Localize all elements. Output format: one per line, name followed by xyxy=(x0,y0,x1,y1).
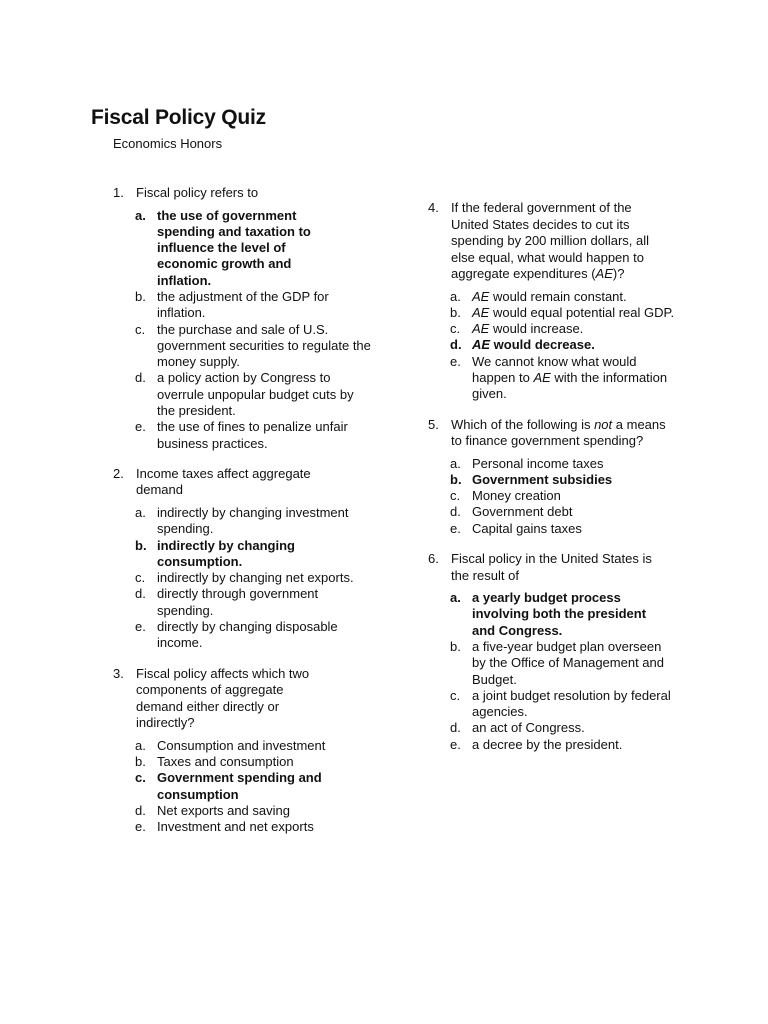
question-number: 6. xyxy=(428,551,439,567)
answer-text: a decree by the president. xyxy=(472,736,623,752)
question-line xyxy=(113,666,433,732)
answer-list xyxy=(428,590,728,753)
answer-letter: d. xyxy=(135,586,146,602)
page-subtitle: Economics Honors xyxy=(113,136,223,151)
answer-option xyxy=(135,738,433,754)
answer-text: AE would equal potential real GDP. xyxy=(472,304,675,320)
answer-option-correct xyxy=(450,337,728,353)
answer-letter: a. xyxy=(450,455,461,471)
question-number: 4. xyxy=(428,200,439,215)
answer-letter: e. xyxy=(135,419,146,435)
answer-text: the adjustment of the GDP for inflation. xyxy=(157,288,329,321)
answer-option xyxy=(135,803,433,819)
answer-option xyxy=(450,504,728,520)
answer-list xyxy=(113,738,433,836)
answer-letter: c. xyxy=(450,687,461,703)
answer-letter: a. xyxy=(135,737,146,753)
answer-text: Government spending and consumption xyxy=(157,770,322,802)
question-3 xyxy=(113,666,433,836)
answer-option xyxy=(135,322,433,371)
answer-letter: a. xyxy=(135,504,146,520)
answer-text: the use of government spending and taxation to influence the level of economic growth and inflation. xyxy=(157,207,311,288)
answer-letter: e. xyxy=(135,819,146,835)
answer-option-correct xyxy=(450,472,728,488)
answer-letter: e. xyxy=(450,520,461,536)
question-1 xyxy=(113,185,433,452)
answer-option xyxy=(135,754,433,770)
answer-option xyxy=(450,488,728,504)
answer-option-correct xyxy=(135,208,433,289)
answer-list xyxy=(428,289,728,403)
answer-letter: b. xyxy=(135,288,146,304)
answer-text: Investment and net exports xyxy=(157,819,314,835)
page-title: Fiscal Policy Quiz xyxy=(91,106,266,129)
answer-list xyxy=(428,456,728,537)
question-text: Fiscal policy in the United States is the result of xyxy=(451,551,652,583)
answer-text: an act of Congress. xyxy=(472,720,585,736)
answer-text: Taxes and consumption xyxy=(157,753,294,769)
question-text: Fiscal policy affects which two components of aggregate demand either directly or indirectly? xyxy=(136,665,310,731)
answer-option xyxy=(450,521,728,537)
answer-letter: b. xyxy=(450,304,461,320)
answer-text: Personal income taxes xyxy=(472,455,604,471)
question-line xyxy=(113,185,433,202)
answer-letter: a. xyxy=(135,207,146,223)
question-5 xyxy=(428,417,728,537)
answer-text: indirectly by changing consumption. xyxy=(157,537,295,569)
question-text: Income taxes affect aggregate demand xyxy=(136,465,311,498)
answer-text: Capital gains taxes xyxy=(472,520,582,536)
answer-letter: d. xyxy=(135,370,146,386)
question-line xyxy=(113,466,433,499)
answer-text: AE would decrease. xyxy=(472,337,595,353)
answer-text: directly by changing disposable income. xyxy=(157,619,338,651)
answer-text: a yearly budget process involving both the president and Congress. xyxy=(472,590,647,638)
answer-text: indirectly by changing net exports. xyxy=(157,570,354,586)
answer-letter: c. xyxy=(135,570,146,586)
answer-option xyxy=(135,586,433,619)
question-text: Fiscal policy refers to xyxy=(136,185,259,200)
answer-text: AE would remain constant. xyxy=(472,288,627,304)
answer-letter: e. xyxy=(450,736,461,752)
answer-text: AE would increase. xyxy=(472,321,584,337)
answer-letter: c. xyxy=(450,488,461,504)
answer-list xyxy=(113,505,433,652)
answer-text: Government debt xyxy=(472,504,573,520)
question-line xyxy=(428,551,728,584)
answer-option-correct xyxy=(450,590,728,639)
question-column-right xyxy=(428,200,728,767)
answer-text: the purchase and sale of U.S. government securities to regulate the money supply. xyxy=(157,321,371,370)
answer-text: We cannot know what would happen to AE with the information given. xyxy=(472,353,668,402)
question-text: Which of the following is not a means to finance government spending? xyxy=(451,416,666,449)
answer-letter: d. xyxy=(135,802,146,818)
question-number: 2. xyxy=(113,465,124,481)
answer-option xyxy=(450,321,728,337)
answer-text: a policy action by Congress to overrule unpopular budget cuts by the president. xyxy=(157,370,354,419)
answer-letter: e. xyxy=(450,353,461,369)
question-number: 5. xyxy=(428,416,439,432)
answer-option-correct xyxy=(135,770,433,803)
question-2 xyxy=(113,466,433,652)
answer-letter: b. xyxy=(450,638,461,654)
answer-option xyxy=(135,370,433,419)
answer-text: Consumption and investment xyxy=(157,737,326,753)
question-text: If the federal government of the United States decides to cut its spending by 200 million dollars, all else equal, what would happen to aggregate expenditures (AE)? xyxy=(451,200,650,281)
answer-text: the use of fines to penalize unfair business practices. xyxy=(157,419,348,451)
answer-text: a five-year budget plan overseen by the Office of Management and Budget. xyxy=(472,638,664,687)
question-6 xyxy=(428,551,728,753)
answer-option xyxy=(135,419,433,452)
answer-option xyxy=(450,456,728,472)
question-4 xyxy=(428,200,728,403)
answer-letter: c. xyxy=(450,321,461,337)
answer-letter: a. xyxy=(450,288,461,304)
answer-text: Government subsidies xyxy=(472,471,613,487)
answer-letter: d. xyxy=(450,337,462,353)
answer-option xyxy=(450,289,728,305)
answer-text: directly through government spending. xyxy=(157,586,319,618)
question-column-left xyxy=(113,185,433,849)
answer-option xyxy=(135,289,433,322)
answer-letter: c. xyxy=(135,770,146,786)
answer-text: Money creation xyxy=(472,488,561,504)
answer-option xyxy=(135,570,433,586)
answer-letter: d. xyxy=(450,504,461,520)
answer-letter: b. xyxy=(135,537,147,553)
answer-letter: c. xyxy=(135,321,146,337)
answer-letter: e. xyxy=(135,619,146,635)
answer-option xyxy=(450,639,728,688)
answer-letter: d. xyxy=(450,720,461,736)
answer-option xyxy=(135,505,433,538)
answer-letter: b. xyxy=(450,471,462,487)
answer-option xyxy=(135,819,433,835)
question-number: 3. xyxy=(113,665,124,681)
answer-option-correct xyxy=(135,538,433,571)
answer-text: indirectly by changing investment spending. xyxy=(157,504,349,537)
answer-option xyxy=(450,305,728,321)
answer-option xyxy=(450,737,728,753)
answer-letter: a. xyxy=(450,590,461,606)
question-line xyxy=(428,417,728,450)
answer-option xyxy=(450,720,728,736)
answer-text: a joint budget resolution by federal agencies. xyxy=(472,687,671,720)
answer-text: Net exports and saving xyxy=(157,802,290,818)
answer-list xyxy=(113,208,433,452)
answer-option xyxy=(135,619,433,652)
answer-option xyxy=(450,688,728,721)
answer-option xyxy=(450,354,728,403)
question-number: 1. xyxy=(113,185,124,200)
answer-letter: b. xyxy=(135,753,146,769)
question-line xyxy=(428,200,728,283)
